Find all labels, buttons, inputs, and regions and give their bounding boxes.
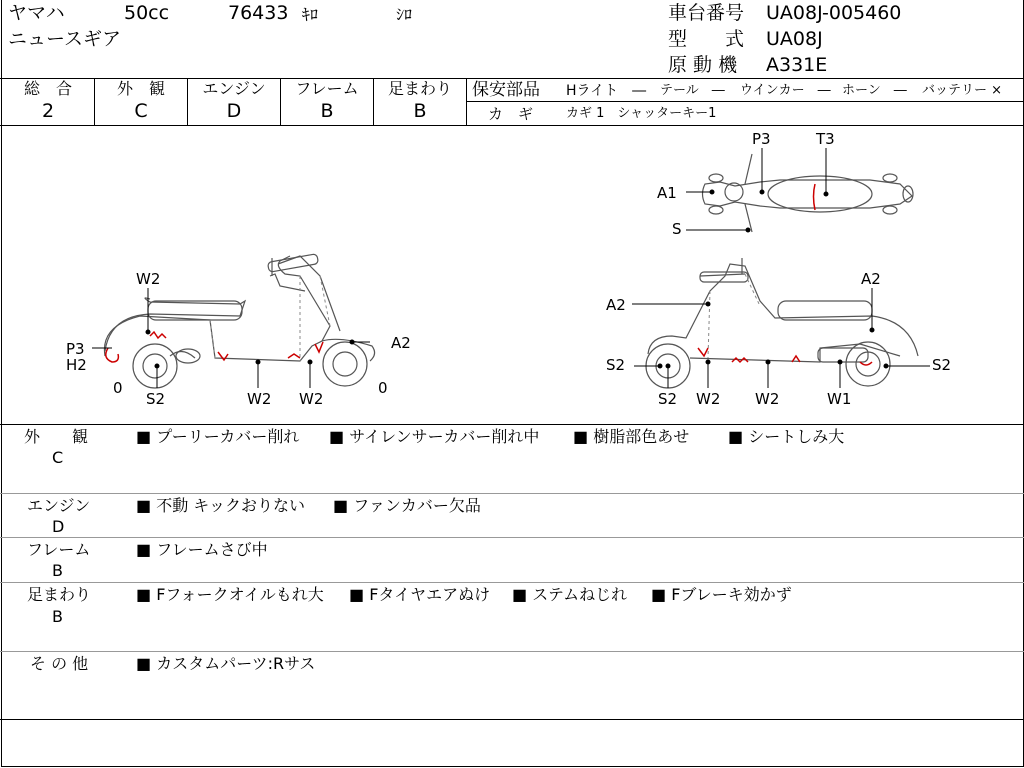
remark-item: ■ ファンカバー欠品 (333, 497, 481, 515)
remark-item: ■ シートしみ大 (728, 428, 844, 446)
key-value: カギ 1 シャッターキー1 (566, 106, 717, 121)
label-left-zero-r: 0 (378, 379, 388, 397)
grade-label: 足まわり (387, 79, 452, 98)
mileage-unit: ｷﾛ (302, 5, 319, 24)
grade-value: C (134, 100, 148, 122)
divider (0, 651, 1024, 652)
remark-item: ■ 不動 キックおりない (136, 497, 305, 515)
remark-item: ■ プーリーカバー削れ (136, 428, 299, 446)
label-right-w1: W1 (827, 390, 852, 408)
label-right-w2-b2: W2 (755, 390, 780, 408)
displacement: 50cc (124, 2, 170, 24)
remark-grade: B (52, 607, 63, 626)
type-label: 型 式 (668, 28, 745, 50)
type-value: UA08J (766, 28, 823, 50)
divider (0, 537, 1024, 538)
label-right-w2-b1: W2 (696, 390, 721, 408)
remark-item: ■ カスタムパーツ:Rサス (136, 655, 315, 673)
label-top-p3: P3 (752, 130, 771, 148)
label-left-w2-b1: W2 (247, 390, 272, 408)
safety-label: 保安部品 (472, 80, 540, 100)
key-label: カ ギ (488, 105, 534, 123)
remark-item: ■ Fフォークオイルもれ大 (136, 586, 324, 604)
label-top-s: S (672, 220, 682, 238)
label-right-a2-r: A2 (861, 270, 881, 288)
label-left-zero-l: 0 (113, 379, 123, 397)
damage-diagram (0, 126, 1024, 424)
remark-grade: B (52, 561, 63, 580)
grade-value: 2 (41, 100, 55, 122)
grade-label: エンジン (202, 79, 266, 98)
label-left-p3: P3 (66, 340, 85, 358)
label-top-a1: A1 (657, 184, 677, 202)
remark-grade: C (52, 448, 64, 467)
divider (0, 493, 1024, 494)
label-left-s2: S2 (146, 390, 166, 408)
frame-no-label: 車台番号 (668, 2, 745, 24)
grade-value: B (413, 100, 427, 122)
remark-label: そ の 他 (30, 654, 89, 673)
remark-item: ■ Fブレーキ効かず (651, 586, 792, 604)
safety-item-battery: バッテリー × (922, 83, 1003, 98)
remark-item: ■ ステムねじれ (512, 586, 627, 604)
safety-item-tail: テール ― (660, 83, 725, 98)
model-name: ニュースギア (8, 28, 122, 50)
grade-value: B (320, 100, 334, 122)
label-left-w2-top: W2 (136, 270, 161, 288)
safety-item-headlight: Hライト ― (566, 83, 647, 99)
remark-item: ■ Fタイヤエアぬけ (349, 586, 490, 604)
divider (466, 101, 1024, 102)
grade-label: 総 合 (23, 79, 72, 98)
remark-item: ■ 樹脂部色あせ (573, 428, 689, 446)
label-right-s2-b: S2 (658, 390, 678, 408)
frame-no: UA08J-005460 (766, 2, 902, 24)
label-left-h2: H2 (66, 356, 87, 374)
divider (0, 424, 1024, 425)
grade-value: D (226, 100, 242, 122)
remark-label: 足まわり (27, 585, 92, 604)
remark-label: エンジン (27, 496, 91, 515)
remark-item: ■ サイレンサーカバー削れ中 (329, 428, 539, 446)
color: ｼﾛ (396, 5, 413, 24)
remark-grade: D (52, 517, 65, 536)
label-right-s2-l: S2 (606, 356, 626, 374)
label-left-a2: A2 (391, 334, 411, 352)
remark-label: 外 観 (24, 427, 89, 446)
divider (0, 719, 1024, 720)
safety-item-winker: ウインカー ― (740, 83, 831, 98)
remark-label: フレーム (27, 540, 91, 559)
label-left-w2-b2: W2 (299, 390, 324, 408)
safety-item-horn: ホーン ― (842, 83, 907, 98)
divider (0, 582, 1024, 583)
label-right-a2-l: A2 (606, 296, 626, 314)
label-top-t3: T3 (816, 130, 835, 148)
maker: ヤマハ (8, 2, 65, 24)
mileage: 76433 (228, 2, 289, 24)
engine-label: 原 動 機 (668, 54, 738, 76)
remark-item: ■ フレームさび中 (136, 541, 268, 559)
top-view-scooter (703, 154, 914, 232)
label-right-s2-r: S2 (932, 356, 952, 374)
grade-label: 外 観 (116, 79, 165, 98)
engine-value: A331E (766, 54, 828, 76)
grade-label: フレーム (295, 79, 359, 98)
